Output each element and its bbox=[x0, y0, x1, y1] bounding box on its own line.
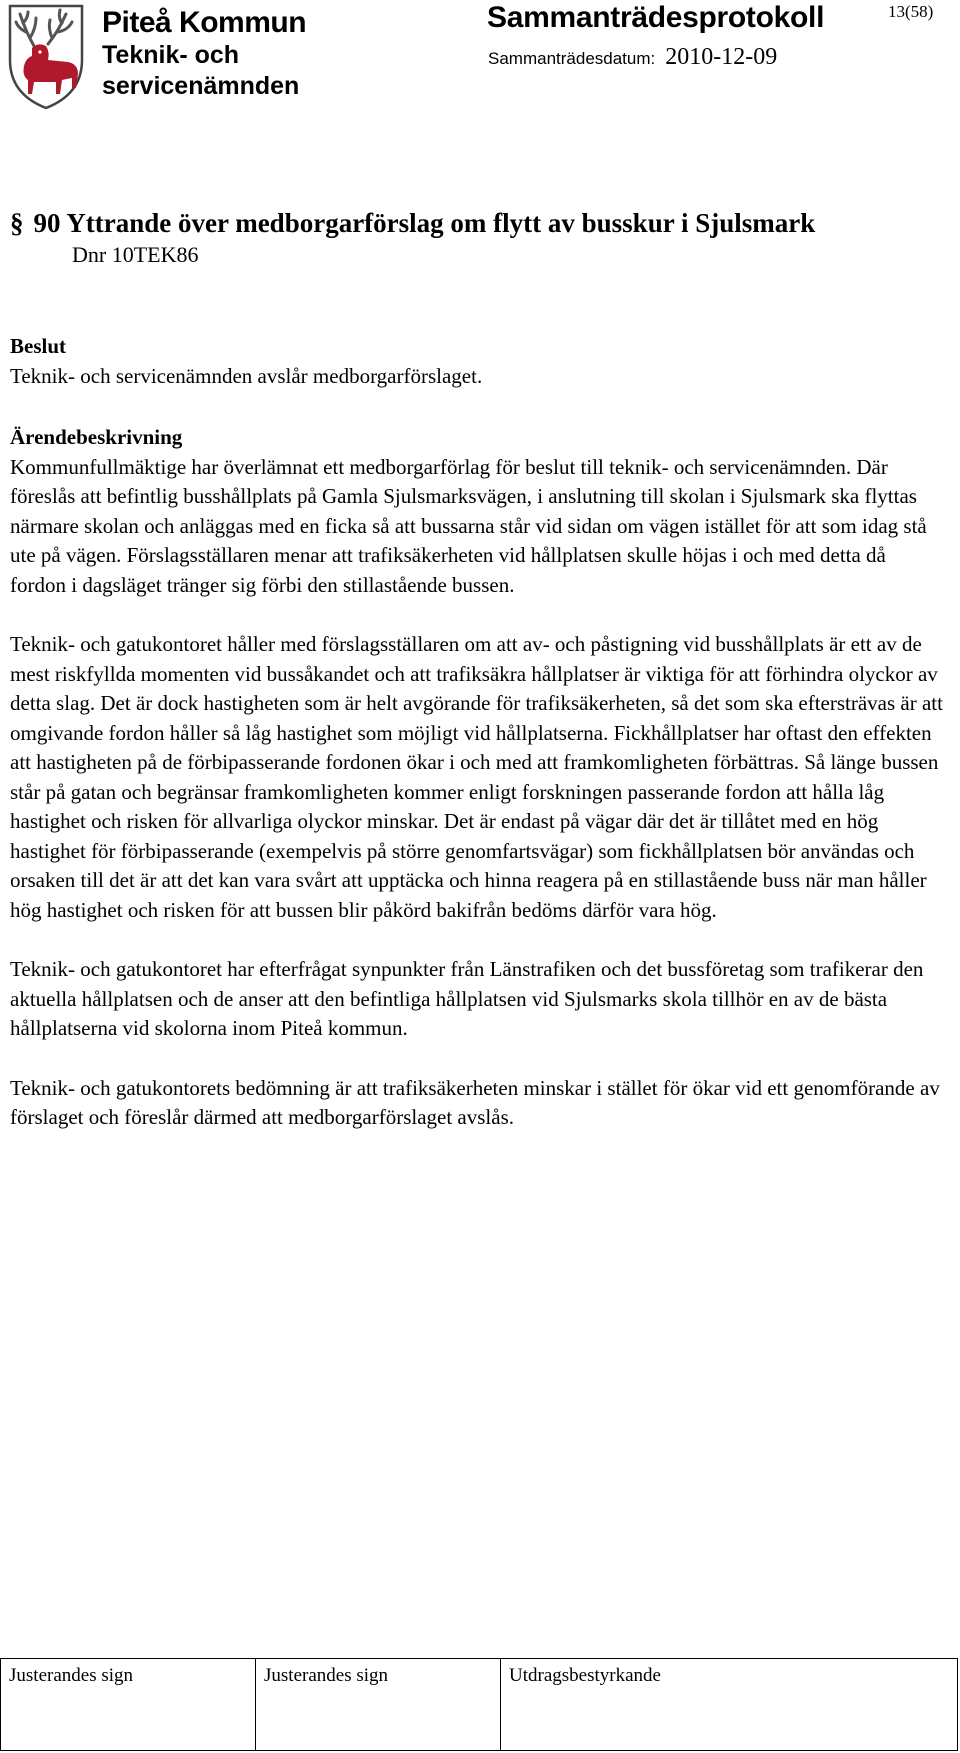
organization-name: Piteå Kommun bbox=[102, 6, 307, 39]
case-number: Dnr 10TEK86 bbox=[72, 242, 199, 267]
reindeer-coat-of-arms-icon bbox=[4, 2, 88, 112]
meeting-date-value: 2010-12-09 bbox=[665, 44, 778, 70]
document-title: Sammanträdesprotokoll bbox=[487, 1, 825, 34]
meeting-date-label: Sammanträdesdatum: bbox=[488, 49, 656, 68]
decision-text: Teknik- och servicenämnden avslår medborgarförslaget. bbox=[10, 363, 483, 388]
section-symbol: § bbox=[10, 208, 24, 238]
section-title: Yttrande över medborgarförslag om flytt av busskur i Sjulsmark bbox=[66, 208, 816, 238]
section-heading bbox=[10, 205, 815, 241]
signature-cell-justerandes-2: Justerandes sign bbox=[256, 1659, 501, 1751]
signature-cell-justerandes-1: Justerandes sign bbox=[1, 1659, 256, 1751]
organization-unit-line1: Teknik- och bbox=[102, 41, 240, 69]
description-paragraph: Teknik- och gatukontoret har efterfrågat synpunkter från Länstrafiken och det bussföretag som trafikerar den aktuella hållplatsen och de anser att den befintliga hållplatsen vid Sjulsmarks skola tillhör en av de bästa hållplatserna vid skolorna inom Piteå kommun. bbox=[10, 957, 924, 1040]
description-heading: Ärendebeskrivning bbox=[10, 425, 183, 449]
signature-row bbox=[1, 1659, 958, 1751]
municipality-logo bbox=[4, 2, 88, 112]
section-number: 90 bbox=[33, 208, 61, 238]
signature-cell-utdragsbestyrkande: Utdragsbestyrkande bbox=[501, 1659, 958, 1751]
signature-table bbox=[0, 1658, 958, 1751]
organization-unit-line2: servicenämnden bbox=[102, 72, 300, 100]
organization-unit bbox=[102, 40, 299, 102]
description-paragraph: Teknik- och gatukontorets bedömning är att trafiksäkerheten minskar i stället för ökar vid ett genomförande av förslaget och föreslår därmed att medborgarförslaget avslås. bbox=[10, 1075, 940, 1129]
meeting-date bbox=[488, 44, 777, 71]
description-paragraph: Teknik- och gatukontoret håller med förslagsställaren om att av- och påstigning vid busshållplats är ett av de mest riskfyllda momenten vid bussåkandet och att trafiksäkra hållplatser är viktiga för att förhindra olyckor av detta slag. Det är dock hastigheten som är helt avgörande för trafiksäkerheten, så det som ska eftersträvas är att omgivande fordon håller så låg hastighet som möjligt vid hållplatserna. Fickhållplatser har oftast den effekten att hastigheten på de förbipasserande fordonen ökar i och med att framkomligheten förbättras. Så länge bussen står på gatan och begränsar framkomligheten kommer enligt forskningen passerande fordon att hålla låg hastighet och risken för allvarliga olyckor minskar. Det är endast på vägar där det är tillåtet med en hög hastighet för förbipasserande (exempelvis på större genomfartsvägar) som fickhållplatsen bör användas och orsaken till det är att det kan vara svårt att upptäcka och hinna reagera på en stillastående buss när man håller hög hastighet och risken för att bussen blir påkörd bakifrån bedöms därför vara hög. bbox=[10, 632, 943, 922]
description-paragraph: Kommunfullmäktige har överlämnat ett medborgarförlag för beslut till teknik- och servicenämnden. Där föreslås att befintlig busshållplats på Gamla Sjulsmarksvägen, i anslutning till skolan i Sjulsmark ska flyttas närmare skolan och anläggas med en ficka så att bussarna står vid sidan om vägen istället för att som idag stå ute på vägen. Förslagsställaren menar att trafiksäkerheten vid hållplatsen skulle höjas i och med detta då fordon i dagsläget tränger sig förbi den stillastående bussen. bbox=[10, 454, 927, 597]
document-body bbox=[10, 332, 945, 1133]
decision-heading: Beslut bbox=[10, 334, 67, 358]
page-number: 13(58) bbox=[888, 2, 934, 21]
